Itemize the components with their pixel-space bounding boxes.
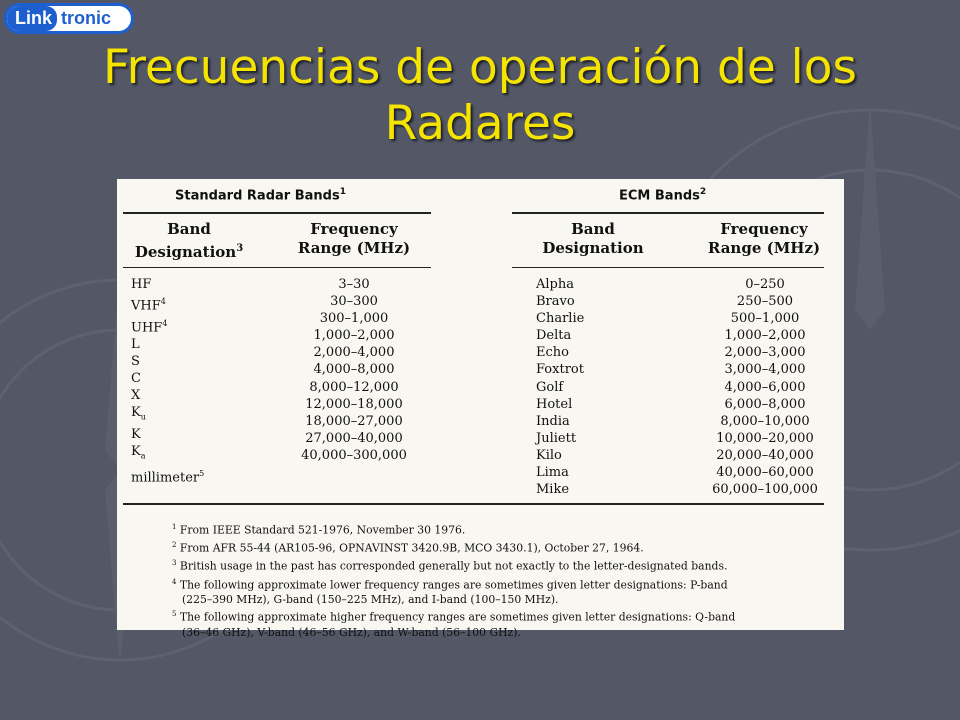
footnote-3: $^3$ British usage in the past has corresponded generally but not exactly to the letter-designated bands.	[172, 559, 728, 573]
table-cell: Juliett	[536, 430, 577, 446]
standard-band-column	[131, 276, 204, 486]
table-cell: Bravo	[536, 294, 575, 310]
table-cell: Golf	[536, 379, 564, 395]
table-cell: 300–1,000	[319, 311, 389, 327]
standard-bands-heading: Standard Radar Bands$^1$	[175, 187, 346, 204]
ecm-frequency-range-header: Frequency Range (MHz)	[707, 220, 821, 257]
logo-part-link: Link	[7, 6, 57, 31]
table-cell: 40,000–300,000	[301, 447, 407, 463]
table-row: millimeter$^5$	[131, 468, 205, 486]
standard-frequency-range-header: Frequency Range (MHz)	[297, 220, 411, 257]
table-cell: Foxtrot	[536, 362, 584, 378]
table-cell: Delta	[536, 328, 572, 344]
table-cell: 40,000–60,000	[716, 465, 814, 481]
radar-bands-table-image	[117, 179, 844, 639]
table-cell: 250–500	[736, 294, 794, 310]
standard-band-designation-header: Band Designation$^3$	[134, 220, 244, 261]
footnote-2: $^2$ From AFR 55-44 (AR105-96, OPNAVINST 3420.9B, MCO 3430.1), October 27, 1964.	[172, 541, 644, 555]
footnote-5: $^5$ The following approximate higher frequency ranges are sometimes given letter designations: Q-band	[172, 610, 736, 624]
table-row: X	[131, 388, 141, 404]
table-cell: Lima	[536, 465, 569, 481]
table-cell: 10,000–20,000	[716, 430, 814, 446]
footnote-4-continued: (225–390 MHz), G-band (150–225 MHz), and I-band (100–150 MHz).	[182, 592, 559, 606]
table-row: L	[131, 336, 140, 352]
ecm-band-designation-header: Band Designation	[542, 220, 644, 257]
table-cell: 8,000–12,000	[309, 379, 399, 395]
footnote-separator-rule	[123, 503, 824, 505]
standard-heading-rule	[123, 212, 431, 214]
table-cell: 500–1,000	[730, 311, 800, 327]
table-cell: 20,000–40,000	[716, 447, 814, 463]
table-cell: 60,000–100,000	[712, 482, 818, 498]
table-cell: Hotel	[536, 396, 573, 412]
table-cell: Alpha	[536, 277, 574, 292]
ecm-range-column	[697, 276, 833, 498]
table-cell: Kilo	[536, 447, 562, 463]
table-cell: Echo	[536, 345, 569, 361]
table-row: K	[131, 427, 141, 442]
slide-title: Frecuencias de operación de los Radares	[103, 40, 857, 151]
table-cell: 3–30	[338, 277, 370, 292]
ecm-bands-heading: ECM Bands$^2$	[619, 187, 707, 204]
table-row: HF	[131, 277, 152, 292]
table-cell: 0–250	[745, 277, 785, 292]
standard-header-rule	[123, 267, 431, 268]
table-row: UHF$^4$	[131, 318, 168, 335]
table-cell: 18,000–27,000	[305, 413, 403, 429]
footnote-1: $^1$ From IEEE Standard 521-1976, November 30 1976.	[172, 523, 466, 537]
table-cell: 6,000–8,000	[724, 396, 806, 412]
logo-part-tronic: tronic	[61, 8, 112, 28]
linktronic-logo	[4, 3, 134, 34]
table-cell: 4,000–8,000	[313, 362, 395, 378]
table-cell: 4,000–6,000	[724, 379, 806, 395]
table-row: $K_u$	[131, 405, 146, 422]
table-cell: 27,000–40,000	[305, 430, 403, 446]
ecm-band-column	[536, 276, 584, 498]
ecm-heading-rule	[512, 212, 824, 214]
table-cell: 12,000–18,000	[305, 396, 403, 412]
table-row: $K_a$	[131, 444, 146, 461]
table-cell: 8,000–10,000	[720, 413, 810, 429]
table-cell: Mike	[536, 482, 570, 498]
table-cell: 1,000–2,000	[313, 328, 395, 344]
table-row: VHF$^4$	[131, 297, 166, 314]
standard-range-column	[289, 276, 419, 464]
table-cell: Charlie	[536, 311, 585, 327]
table-cell: 30–300	[330, 294, 378, 310]
footnote-5-continued: (36–46 GHz), V-band (46–56 GHz), and W-band (56–100 GHz).	[182, 625, 521, 639]
footnotes	[172, 520, 832, 640]
table-cell: 2,000–3,000	[724, 345, 806, 361]
table-cell: 1,000–2,000	[724, 328, 806, 344]
table-row: C	[131, 371, 141, 387]
table-cell: India	[536, 413, 570, 429]
footnote-4: $^4$ The following approximate lower frequency ranges are sometimes given letter designations: P-band	[172, 577, 728, 592]
ecm-header-rule	[512, 267, 824, 268]
table-row: S	[131, 354, 140, 370]
table-cell: 3,000–4,000	[724, 362, 806, 378]
table-cell: 2,000–4,000	[313, 345, 395, 361]
